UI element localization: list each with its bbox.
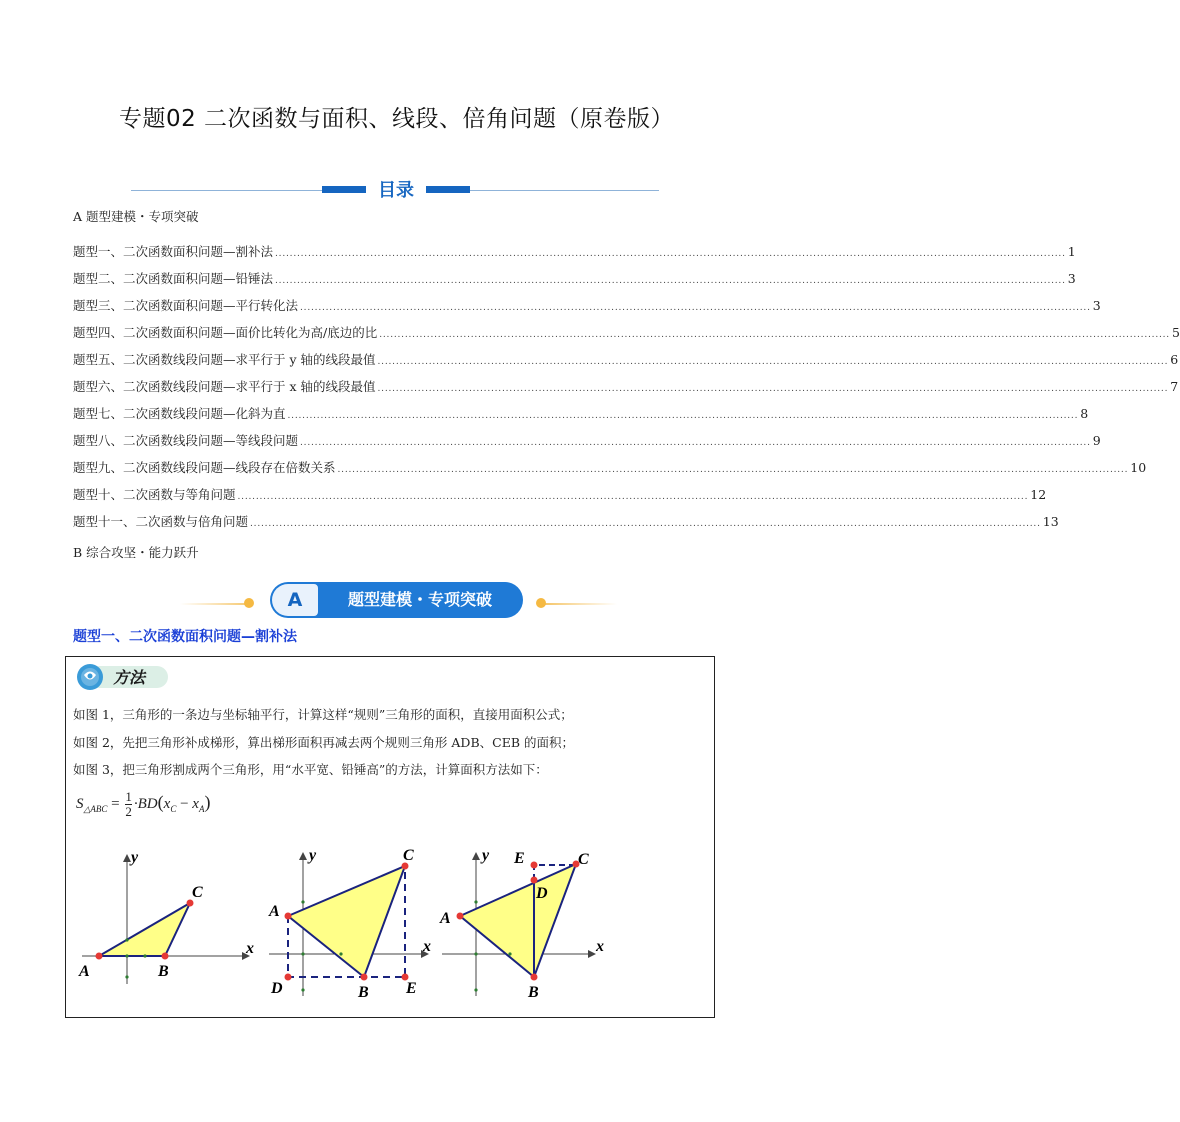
formula-frac-num: 1	[125, 789, 132, 804]
fig2-y-arrow	[299, 852, 307, 860]
toc-section-b: B 综合攻坚・能力跃升	[73, 545, 199, 560]
formula-xa: x	[192, 795, 199, 812]
toc-entry-page: 7	[1170, 379, 1179, 394]
method-paragraph-3: 如图 3，把三角形割成两个三角形，用“水平宽、铅锤高”的方法，计算面积方法如下：	[73, 762, 548, 777]
fig2-axis-point	[301, 988, 304, 991]
fig3-e-label: E	[514, 850, 525, 867]
fig3-axis-point	[508, 952, 511, 955]
section-heading: 题型一、二次函数面积问题—割补法	[73, 629, 297, 645]
fig2-a-label: A	[269, 903, 280, 920]
fig2-e-label: E	[406, 980, 417, 997]
banner-line-right	[545, 603, 617, 605]
page-title: 专题02 二次函数与面积、线段、倍角问题（原卷版）	[118, 106, 675, 132]
fig3-point-e	[531, 862, 538, 869]
fig3-y-arrow	[472, 852, 480, 860]
toc-entry-label: 题型五、二次函数线段问题—求平行于 y 轴的线段最值	[73, 352, 376, 367]
toc-entry-label: 题型一、二次函数面积问题—割补法	[73, 244, 274, 259]
toc-leader-dots: ........................................................................................................................................................................................................................	[275, 249, 1066, 259]
fig2-c-label: C	[403, 847, 414, 864]
toc-entry[interactable]	[73, 323, 1180, 341]
formula-minus: −	[176, 795, 193, 812]
formula-xc-sub: C	[170, 803, 177, 814]
fig1-axis-point	[125, 938, 128, 941]
fig3-d-label: D	[536, 885, 548, 902]
figure-1	[70, 840, 260, 990]
fig2-point-b	[361, 974, 368, 981]
banner-line-left	[180, 603, 252, 605]
method-paragraph-1: 如图 1，三角形的一条边与坐标轴平行，计算这样“规则”三角形的面积，直接用面积公式；	[73, 707, 573, 722]
fig3-point-d	[531, 877, 538, 884]
fig3-x-arrow	[588, 950, 596, 958]
toc-entry-page: 3	[1067, 271, 1076, 286]
formula-frac-den: 2	[125, 804, 132, 819]
toc-entry-label: 题型八、二次函数线段问题—等线段问题	[73, 433, 299, 448]
toc-entry-page: 6	[1170, 352, 1179, 367]
toc-leader-dots: ........................................................................................................................................................................................................................	[300, 303, 1091, 313]
figure-3	[436, 840, 616, 1005]
toc-heading: 目录	[378, 180, 414, 201]
formula-open-paren: (	[157, 791, 164, 812]
toc-entry-page: 9	[1092, 433, 1101, 448]
toc-entry-page: 1	[1067, 244, 1076, 259]
fig1-a-label: A	[79, 963, 90, 980]
fig3-c-label: C	[578, 851, 589, 868]
toc-entry-label: 题型十、二次函数与等角问题	[73, 487, 236, 502]
toc-entry[interactable]	[73, 512, 1059, 530]
banner-dot-right	[536, 598, 546, 608]
fig1-point-b	[162, 953, 169, 960]
fig1-x-label: x	[246, 940, 254, 957]
fig1-c-label: C	[192, 884, 203, 901]
toc-leader-dots: ........................................................................................................................................................................................................................	[379, 330, 1170, 340]
fig3-triangle	[460, 864, 576, 977]
formula-fraction	[125, 790, 132, 819]
fig1-origin	[125, 954, 128, 957]
toc-entry[interactable]	[73, 485, 1047, 503]
fig2-axis-point	[339, 952, 342, 955]
toc-leader-dots: ........................................................................................................................................................................................................................	[377, 384, 1169, 394]
fig1-y-label: y	[131, 849, 139, 866]
toc-entry-label: 题型七、二次函数线段问题—化斜为直	[73, 406, 286, 421]
figure-2	[263, 840, 443, 1005]
toc-entry-label: 题型三、二次函数面积问题—平行转化法	[73, 298, 299, 313]
toc-entry[interactable]	[73, 431, 1101, 449]
fig2-triangle	[288, 866, 405, 977]
fig3-point-b	[531, 974, 538, 981]
toc-entry-page: 3	[1092, 298, 1101, 313]
fig2-origin	[301, 952, 304, 955]
formula-eq: =	[107, 795, 124, 812]
fig1-triangle	[99, 903, 190, 956]
banner-text: 题型建模・专项突破	[347, 590, 492, 609]
fig2-y-label: y	[309, 847, 317, 864]
toc-entry-label: 题型六、二次函数线段问题—求平行于 x 轴的线段最值	[73, 379, 376, 394]
toc-bar-left	[322, 186, 370, 193]
fig2-point-d	[285, 974, 292, 981]
area-formula	[76, 790, 210, 819]
fig3-axis-point	[474, 988, 477, 991]
formula-xc: x	[163, 795, 171, 812]
toc-leader-dots: ........................................................................................................................................................................................................................	[287, 411, 1079, 421]
fig3-x-label: x	[596, 938, 604, 955]
toc-entry[interactable]	[73, 296, 1101, 314]
fig2-point-a	[285, 913, 292, 920]
fig2-axis-point	[301, 900, 304, 903]
toc-leader-dots: ........................................................................................................................................................................................................................	[337, 465, 1129, 475]
toc-entry[interactable]	[73, 350, 1179, 368]
banner-letter: A	[272, 584, 318, 616]
fig2-x-label: x	[423, 938, 431, 955]
toc-leader-dots: ........................................................................................................................................................................................................................	[275, 276, 1066, 286]
toc-entry-label: 题型二、二次函数面积问题—铅锤法	[73, 271, 274, 286]
fig1-b-label: B	[158, 963, 169, 980]
fig1-y-arrow	[123, 854, 131, 862]
toc-leader-dots: ........................................................................................................................................................................................................................	[250, 519, 1041, 529]
fig1-point-a	[96, 953, 103, 960]
fig2-d-label: D	[271, 980, 283, 997]
toc-leader-dots: ........................................................................................................................................................................................................................	[237, 492, 1029, 502]
toc-entry-label: 题型十一、二次函数与倍角问题	[73, 514, 249, 529]
formula-xa-sub: A	[198, 803, 205, 814]
banner-dot-left	[244, 598, 254, 608]
toc-entry[interactable]	[73, 377, 1179, 395]
formula-lhs: S	[76, 795, 84, 812]
formula-close-paren: )	[204, 791, 211, 812]
toc-entry[interactable]	[73, 458, 1147, 476]
toc-leader-dots: ........................................................................................................................................................................................................................	[377, 357, 1169, 367]
fig3-a-label: A	[440, 910, 451, 927]
method-label: 方法	[113, 668, 146, 687]
fig1-axis-point	[143, 954, 146, 957]
toc-section-a: A 题型建模・专项突破	[73, 209, 199, 224]
toc-entry-page: 13	[1042, 514, 1059, 529]
toc-entry[interactable]	[73, 242, 1076, 260]
toc-entry-page: 5	[1171, 325, 1180, 340]
fig3-axis-point	[474, 900, 477, 903]
toc-entry-label: 题型四、二次函数面积问题—面价比转化为高/底边的比	[73, 325, 378, 340]
method-paragraph-2: 如图 2，先把三角形补成梯形，算出梯形面积再减去两个规则三角形 ADB、CEB 的面积；	[73, 735, 574, 750]
fig2-b-label: B	[358, 984, 369, 1001]
toc-leader-dots: ........................................................................................................................................................................................................................	[300, 438, 1091, 448]
fig3-y-label: y	[482, 847, 490, 864]
toc-entry-label: 题型九、二次函数线段问题—线段存在倍数关系	[73, 460, 336, 475]
fig1-axis-point	[125, 975, 128, 978]
toc-entry-page: 10	[1130, 460, 1147, 475]
toc-entry[interactable]	[73, 269, 1076, 287]
fig3-point-a	[457, 913, 464, 920]
toc-bar-right	[422, 186, 470, 193]
toc-entry[interactable]	[73, 404, 1089, 422]
toc-entry-page: 8	[1080, 406, 1089, 421]
fig3-b-label: B	[528, 984, 539, 1001]
formula-bd: ·BD	[133, 795, 158, 812]
formula-lhs-sub: △ABC	[83, 803, 108, 814]
toc-entry-page: 12	[1030, 487, 1047, 502]
fig3-origin	[474, 952, 477, 955]
